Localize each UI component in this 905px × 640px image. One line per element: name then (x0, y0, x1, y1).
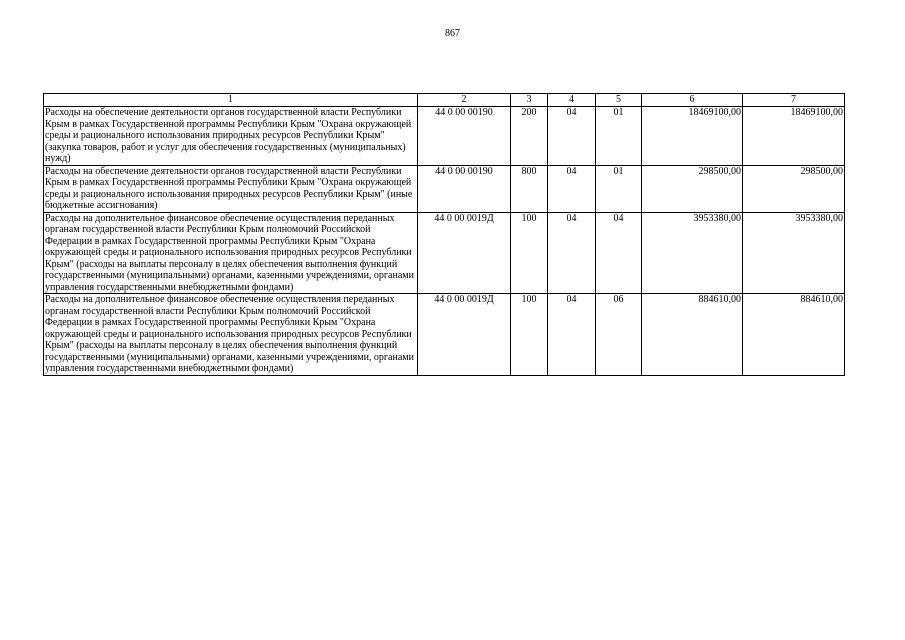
row-target-article: 44 0 00 00190 (418, 165, 511, 212)
row-section: 04 (548, 212, 596, 294)
column-header: 4 (548, 94, 596, 107)
page-number: 867 (445, 28, 460, 39)
column-header: 3 (511, 94, 548, 107)
row-section: 04 (548, 294, 596, 376)
row-amount-2: 18469100,00 (743, 107, 845, 166)
row-amount-1: 884610,00 (642, 294, 743, 376)
row-amount-2: 298500,00 (743, 165, 845, 212)
table-row (44, 212, 845, 294)
row-subsection: 01 (596, 107, 642, 166)
row-target-article: 44 0 00 0019Д (418, 294, 511, 376)
column-header: 7 (743, 94, 845, 107)
row-target-article: 44 0 00 0019Д (418, 212, 511, 294)
row-amount-1: 3953380,00 (642, 212, 743, 294)
column-header: 6 (642, 94, 743, 107)
row-section: 04 (548, 165, 596, 212)
row-expense-type: 800 (511, 165, 548, 212)
row-description: Расходы на обеспечение деятельности органов государственной власти Республики Крым в рамках Государственной программы Республики Крым "Охрана окружающей среды и рационального использования природных ресурсов Республики Крым" (иные бюджетные ассигнования) (44, 165, 418, 212)
table-header-row (44, 94, 845, 107)
row-amount-2: 884610,00 (743, 294, 845, 376)
column-header: 1 (44, 94, 418, 107)
row-section: 04 (548, 107, 596, 166)
row-amount-2: 3953380,00 (743, 212, 845, 294)
row-subsection: 06 (596, 294, 642, 376)
row-expense-type: 200 (511, 107, 548, 166)
row-subsection: 01 (596, 165, 642, 212)
column-header: 2 (418, 94, 511, 107)
column-header: 5 (596, 94, 642, 107)
table-row (44, 107, 845, 166)
row-amount-1: 18469100,00 (642, 107, 743, 166)
row-description: Расходы на дополнительное финансовое обеспечение осуществления переданных органам государственной власти Республики Крым полномочий Российской Федерации в рамках Государственной программы Республики Крым "Охрана окружающей среды и рационального использования природных ресурсов Республики Крым" (расходы на выплаты персоналу в целях обеспечения выполнения функций государственными (муниципальными) органами, казенными учреждениями, органами управления государственными внебюджетными фондами) (44, 294, 418, 376)
row-expense-type: 100 (511, 212, 548, 294)
row-target-article: 44 0 00 00190 (418, 107, 511, 166)
row-subsection: 04 (596, 212, 642, 294)
row-amount-1: 298500,00 (642, 165, 743, 212)
row-description: Расходы на обеспечение деятельности органов государственной власти Республики Крым в рамках Государственной программы Республики Крым "Охрана окружающей среды и рационального использования природных ресурсов Республики Крым" (закупка товаров, работ и услуг для обеспечения государственных (муниципальных) нужд) (44, 107, 418, 166)
row-expense-type: 100 (511, 294, 548, 376)
table-row (44, 165, 845, 212)
row-description: Расходы на дополнительное финансовое обеспечение осуществления переданных органам государственной власти Республики Крым полномочий Российской Федерации в рамках Государственной программы Республики Крым "Охрана окружающей среды и рационального использования природных ресурсов Республики Крым" (расходы на выплаты персоналу в целях обеспечения выполнения функций государственными (муниципальными) органами, казенными учреждениями, органами управления государственными внебюджетными фондами) (44, 212, 418, 294)
table-row (44, 294, 845, 376)
budget-table (43, 93, 845, 376)
